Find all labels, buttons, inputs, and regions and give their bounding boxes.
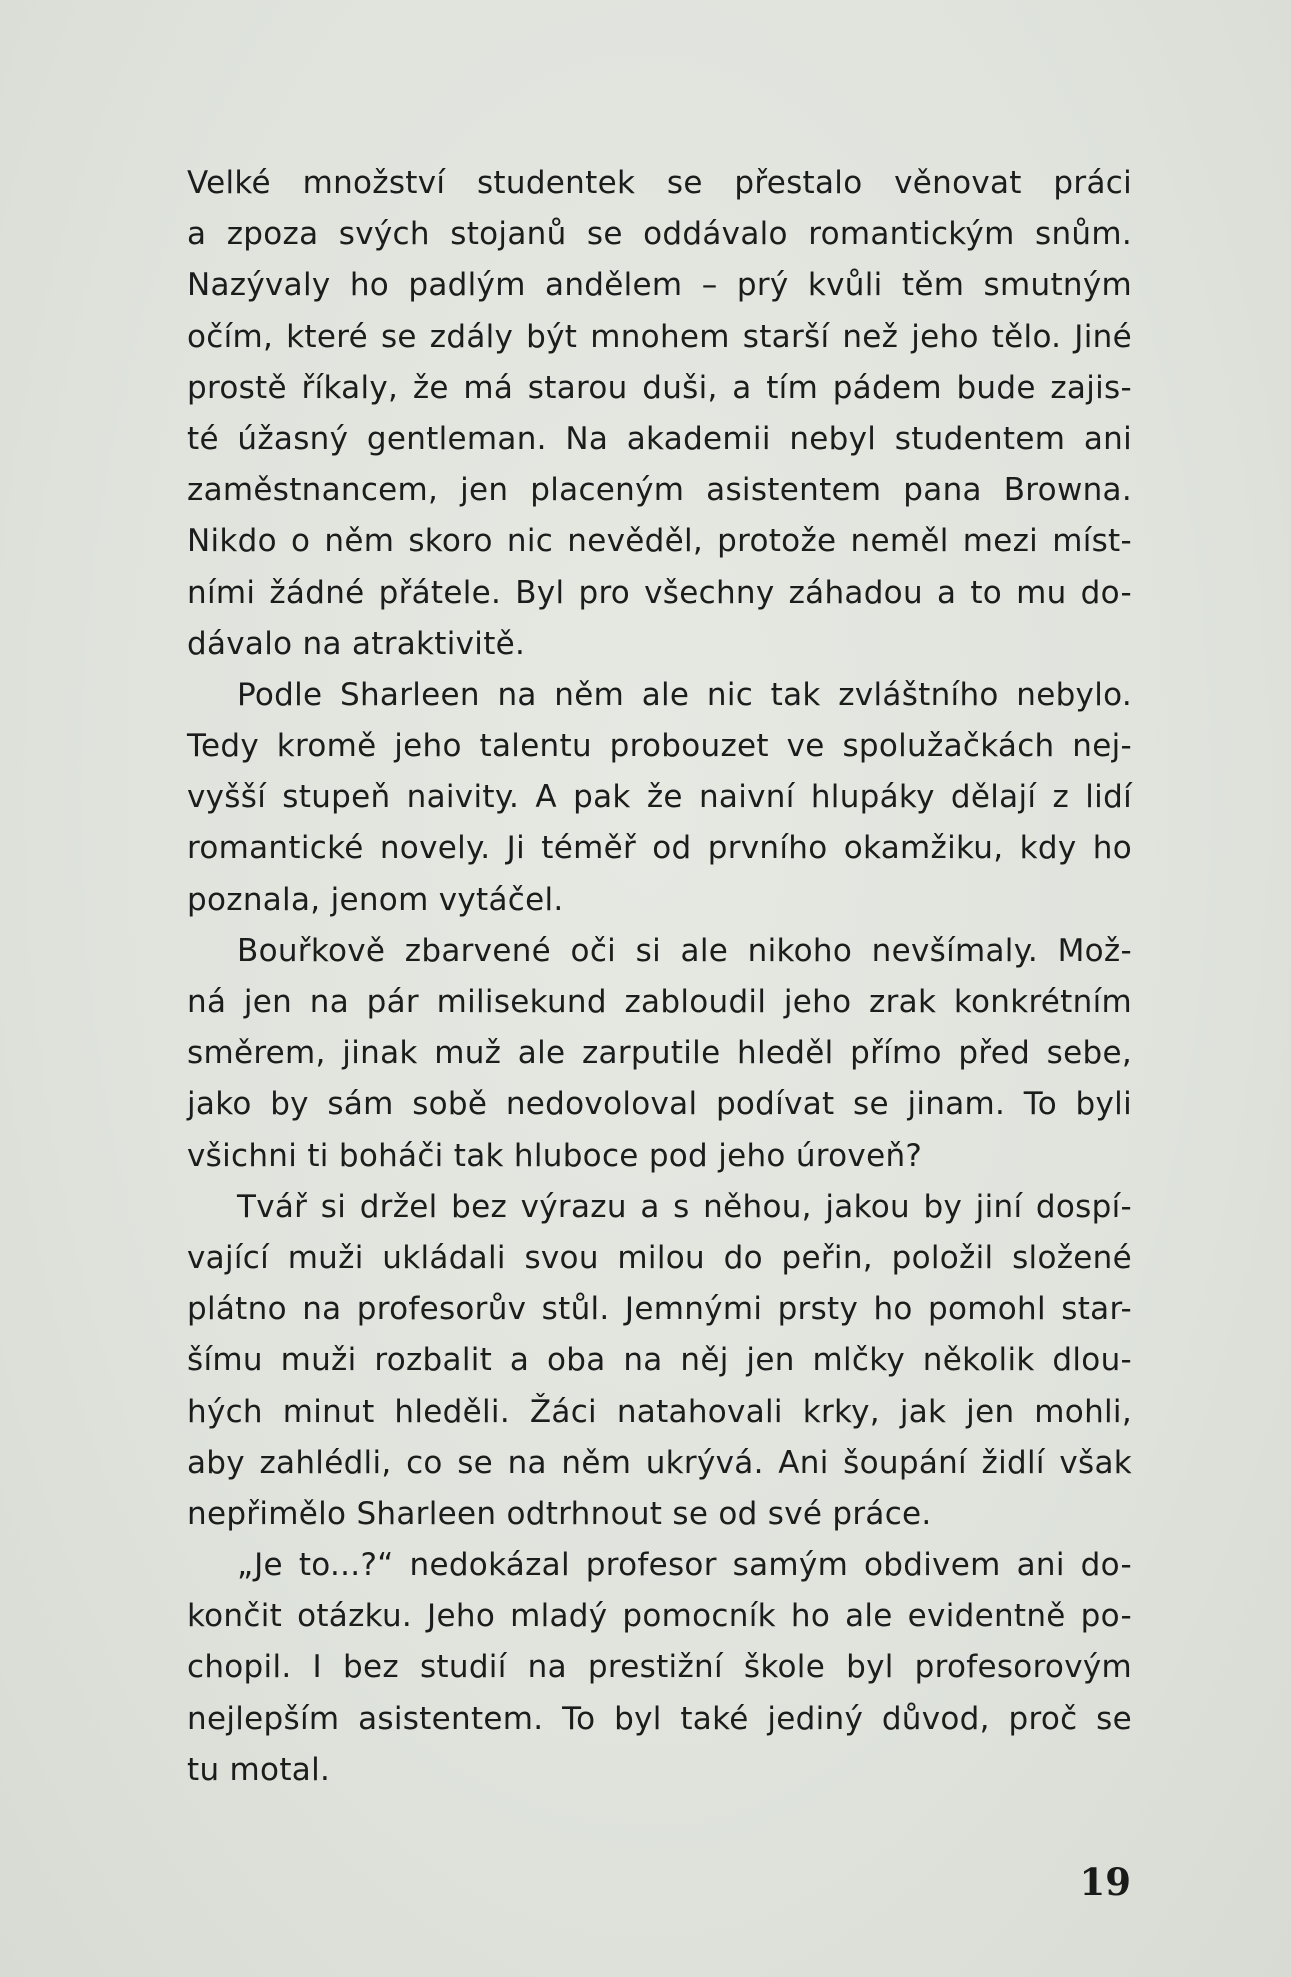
text-line: Nikdo o něm skoro nic nevěděl, protože neměl mezi míst- <box>187 523 1132 560</box>
text-line: Bouřkově zbarvené oči si ale nikoho nevšímaly. Mož- <box>237 932 1132 969</box>
text-line: ními žádné přátele. Byl pro všechny záhadou a to mu do- <box>187 574 1132 611</box>
text-line: a zpoza svých stojanů se oddávalo romantickým snům. <box>187 216 1132 253</box>
text-line: „Je to...?“ nedokázal profesor samým obdivem ani do- <box>237 1547 1132 1584</box>
text-line: romantické novely. Ji téměř od prvního okamžiku, kdy ho <box>187 830 1132 867</box>
text-line: Tedy kromě jeho talentu probouzet ve spolužačkách nej- <box>187 728 1132 765</box>
text-line: tu motal. <box>187 1751 331 1788</box>
text-line: nepřimělo Sharleen odtrhnout se od své práce. <box>187 1495 932 1532</box>
text-line: ná jen na pár milisekund zabloudil jeho zrak konkrétním <box>187 984 1132 1020</box>
text-line: vající muži ukládali svou milou do peřin, položil složené <box>187 1239 1132 1276</box>
body-text <box>187 158 1132 1796</box>
text-line: chopil. I bez studií na prestižní škole byl profesorovým <box>187 1649 1132 1686</box>
text-line: poznala, jenom vytáčel. <box>187 881 564 918</box>
text-line: zaměstnancem, jen placeným asistentem pana Browna. <box>187 472 1132 509</box>
text-line: jako by sám sobě nedovoloval podívat se jinam. To byli <box>187 1086 1132 1123</box>
text-line: prostě říkaly, že má starou duši, a tím pádem bude zajis- <box>187 369 1132 406</box>
text-line: očím, které se zdály být mnohem starší než jeho tělo. Jiné <box>187 318 1132 355</box>
text-line: šímu muži rozbalit a oba na něj jen mlčky několik dlou- <box>187 1342 1132 1379</box>
text-line: směrem, jinak muž ale zarputile hleděl přímo před sebe, <box>187 1035 1132 1072</box>
text-line: Tvář si držel bez výrazu a s něhou, jakou by jiní dospí- <box>237 1188 1132 1225</box>
page-number: 19 <box>1079 1860 1131 1904</box>
text-line: vyšší stupeň naivity. A pak že naivní hlupáky dělají z lidí <box>187 779 1132 816</box>
text-line: té úžasný gentleman. Na akademii nebyl studentem ani <box>187 420 1132 457</box>
text-line: nejlepším asistentem. To byl také jediný důvod, proč se <box>187 1700 1132 1737</box>
text-line: všichni ti boháči tak hluboce pod jeho úroveň? <box>187 1137 923 1174</box>
text-line: dávalo na atraktivitě. <box>187 625 526 662</box>
text-line: plátno na profesorův stůl. Jemnými prsty ho pomohl star- <box>187 1291 1132 1328</box>
text-line: Velké množství studentek se přestalo věnovat práci <box>187 165 1132 201</box>
text-line: Nazývaly ho padlým andělem – prý kvůli těm smutným <box>187 267 1132 304</box>
text-line: končit otázku. Jeho mladý pomocník ho ale evidentně po- <box>187 1598 1132 1635</box>
text-line: aby zahlédli, co se na něm ukrývá. Ani šoupání židlí však <box>187 1444 1132 1481</box>
text-line: hých minut hleděli. Žáci natahovali krky, jak jen mohli, <box>187 1393 1132 1430</box>
text-line: Podle Sharleen na něm ale nic tak zvláštního nebylo. <box>237 676 1132 713</box>
